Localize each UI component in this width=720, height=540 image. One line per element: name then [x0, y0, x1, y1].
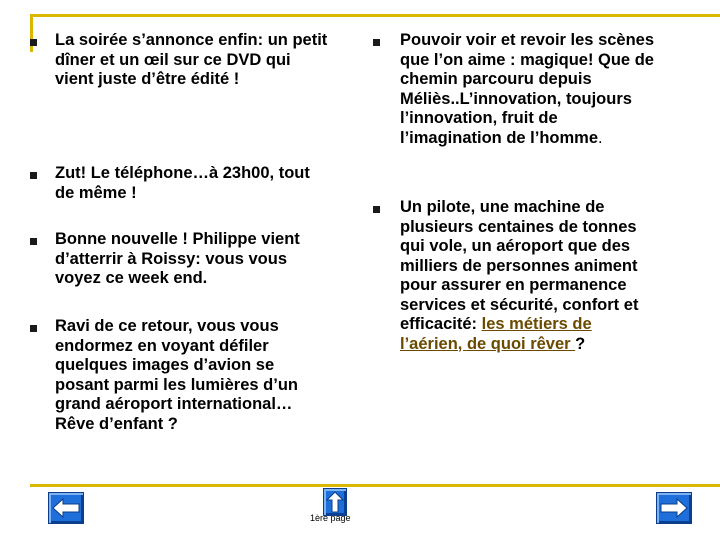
bullet-icon — [30, 238, 37, 245]
arrow-left-icon — [51, 497, 81, 519]
frame-bottom-line — [30, 484, 720, 487]
bullet-icon — [373, 39, 380, 46]
right-item-2-text: Un pilote, une machine de plusieurs centaines de tonnes qui vole, un aéroport que des milliers de personnes animent pour assurer en permanence services et sécurité, confort et efficacité: — [400, 198, 639, 333]
left-item-1: La soirée s’annonce enfin: un petit dîner et un œil sur ce DVD qui vient juste d’être édité ! — [55, 31, 328, 88]
right-item-1-text: Pouvoir voir et revoir les scènes que l’on aime : magique! Que de chemin parcouru depuis Méliès..L’innovation, toujours l’innovation, fruit de l’imagination de l’homme — [400, 31, 655, 147]
bullet-icon — [30, 325, 37, 332]
left-item-4: Ravi de ce retour, vous vous endormez en voyant défiler quelques images d’avion se posant parmi les lumières d’un grand aéroport international… Rêve d’enfant ? — [55, 317, 298, 433]
bullet-icon — [30, 39, 37, 46]
right-item-2-end: ? — [575, 334, 586, 353]
arrow-right-icon — [659, 497, 689, 519]
left-item-2: Zut! Le téléphone…à 23h00, tout de même ! — [55, 164, 310, 202]
home-label[interactable]: 1ère page — [310, 513, 351, 523]
bullet-icon — [373, 206, 380, 213]
arrow-up-icon — [326, 491, 344, 513]
metiers-link-line1[interactable]: les métiers de — [481, 315, 592, 333]
previous-button[interactable] — [48, 492, 84, 524]
next-button[interactable] — [656, 492, 692, 524]
right-item-1-end: . — [598, 128, 603, 147]
home-button[interactable] — [323, 488, 347, 516]
frame-top-line — [30, 14, 720, 17]
frame-left-line — [30, 14, 33, 52]
left-item-3: Bonne nouvelle ! Philippe vient d’atterrir à Roissy: vous vous voyez ce week end. — [55, 230, 300, 287]
right-item-1 — [400, 31, 700, 148]
bullet-icon — [30, 172, 37, 179]
right-item-2 — [400, 198, 700, 354]
metiers-link-line2[interactable]: l’aérien, de quoi rêver — [400, 334, 576, 353]
